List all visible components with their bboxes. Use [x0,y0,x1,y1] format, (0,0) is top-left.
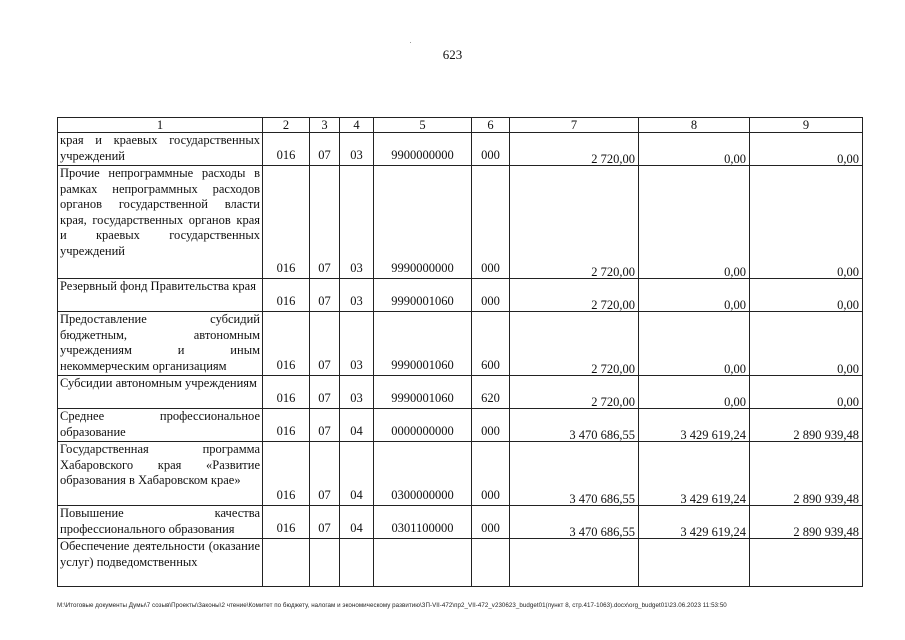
row-name-cell [58,312,263,376]
row-name-cell [58,279,263,312]
cell-c4 [340,539,374,587]
cell-c3: 07 [310,312,340,376]
cell-c7 [510,539,639,587]
row-name-cell [58,133,263,166]
cell-c7 [510,442,639,506]
cell-c9 [750,279,863,312]
amount-value: 0,00 [724,361,746,376]
cell-c4: 03 [340,312,374,376]
row-name-cell [58,442,263,506]
cell-c9 [750,376,863,409]
cell-c2: 016 [263,442,310,506]
cell-c8 [639,133,750,166]
amount-value: 0,00 [837,264,859,279]
header-cell: 8 [639,118,750,133]
cell-c3: 07 [310,409,340,442]
header-cell: 5 [374,118,472,133]
cell-c9 [750,539,863,587]
amount-value: 3 470 686,55 [569,427,635,442]
header-cell: 9 [750,118,863,133]
table-row [58,442,863,506]
cell-c2: 016 [263,376,310,409]
cell-c2: 016 [263,166,310,279]
row-name: Прочие непрограммные расходы в рамках непрограммных расходов органов государственной власти края, государственных органов края и краевых государственных учреждений [60,166,260,258]
cell-c6 [472,539,510,587]
amount-value: 2 720,00 [591,264,635,279]
cell-c6: 000 [472,442,510,506]
cell-c5 [374,539,472,587]
amount-value: 0,00 [724,394,746,409]
cell-c6: 000 [472,279,510,312]
cell-c2: 016 [263,133,310,166]
cell-c2: 016 [263,279,310,312]
cell-c9 [750,409,863,442]
cell-c7 [510,506,639,539]
cell-c3: 07 [310,376,340,409]
amount-value: 0,00 [724,264,746,279]
budget-table [57,117,863,587]
amount-value: 2 720,00 [591,361,635,376]
amount-value: 0,00 [837,151,859,166]
row-name-cell [58,166,263,279]
cell-c5: 0000000000 [374,409,472,442]
cell-c9 [750,312,863,376]
cell-c2: 016 [263,312,310,376]
header-cell: 2 [263,118,310,133]
cell-c6: 000 [472,506,510,539]
cell-c7 [510,279,639,312]
cell-c4: 03 [340,166,374,279]
cell-c3: 07 [310,279,340,312]
cell-c8 [639,409,750,442]
cell-c6: 620 [472,376,510,409]
footer-file-path: M:\Итоговые документы Думы\7 созыв\Проекты\Законы\2 чтение\Комитет по бюджету, налогам и экономическому развитию\ЗП-VII-472\пр2_VII-472_v230623_budget01(пункт 8, стр.417-1063).docx\org_budget01\23.06.2023 11:53:50 [57,602,727,609]
amount-value: 2 720,00 [591,297,635,312]
cell-c4: 04 [340,442,374,506]
table-row [58,133,863,166]
cell-c5: 9990001060 [374,376,472,409]
cell-c3: 07 [310,506,340,539]
table-row [58,409,863,442]
cell-c7 [510,133,639,166]
row-name: Предоставление субсидий бюджетным, автономным учреждениям и иным некоммерческим организациям [60,312,260,373]
scan-speck [410,42,411,43]
cell-c7 [510,312,639,376]
cell-c9 [750,506,863,539]
header-cell: 7 [510,118,639,133]
cell-c7 [510,409,639,442]
header-cell: 3 [310,118,340,133]
cell-c4: 04 [340,506,374,539]
cell-c9 [750,166,863,279]
cell-c3: 07 [310,133,340,166]
amount-value: 2 890 939,48 [793,491,859,506]
row-name: Субсидии автономным учреждениям [60,376,257,390]
table-row [58,539,863,587]
cell-c4: 03 [340,376,374,409]
table-row [58,506,863,539]
row-name: Среднее профессиональное образование [60,409,260,439]
row-name: Обеспечение деятельности (оказание услуг) подведомственных [60,539,260,569]
table-row [58,279,863,312]
cell-c8 [639,166,750,279]
cell-c4: 04 [340,409,374,442]
amount-value: 2 720,00 [591,151,635,166]
table-row [58,312,863,376]
cell-c8 [639,539,750,587]
amount-value: 3 429 619,24 [680,491,746,506]
cell-c2: 016 [263,409,310,442]
row-name-cell [58,506,263,539]
cell-c2 [263,539,310,587]
row-name: Государственная программа Хабаровского края «Развитие образования в Хабаровском крае» [60,442,260,487]
cell-c5: 0301100000 [374,506,472,539]
cell-c3 [310,539,340,587]
table-row [58,376,863,409]
row-name-cell [58,409,263,442]
cell-c8 [639,506,750,539]
amount-value: 2 890 939,48 [793,427,859,442]
cell-c5: 9990001060 [374,312,472,376]
cell-c5: 9990000000 [374,166,472,279]
cell-c6: 000 [472,409,510,442]
cell-c7 [510,376,639,409]
cell-c6: 600 [472,312,510,376]
row-name-cell [58,376,263,409]
amount-value: 0,00 [724,297,746,312]
cell-c8 [639,279,750,312]
amount-value: 0,00 [837,361,859,376]
header-cell: 4 [340,118,374,133]
amount-value: 0,00 [837,297,859,312]
cell-c9 [750,442,863,506]
cell-c4: 03 [340,133,374,166]
cell-c8 [639,312,750,376]
amount-value: 0,00 [837,394,859,409]
cell-c8 [639,376,750,409]
cell-c6: 000 [472,133,510,166]
amount-value: 3 429 619,24 [680,427,746,442]
header-row [58,118,863,133]
page-number: 623 [442,47,463,62]
cell-c3: 07 [310,442,340,506]
cell-c2: 016 [263,506,310,539]
amount-value: 3 470 686,55 [569,524,635,539]
amount-value: 2 720,00 [591,394,635,409]
cell-c6: 000 [472,166,510,279]
row-name: Резервный фонд Правительства края [60,279,256,293]
row-name: Повышение качества профессионального образования [60,506,260,536]
row-name: края и краевых государственных учреждений [60,133,260,163]
amount-value: 0,00 [724,151,746,166]
cell-c5: 9990001060 [374,279,472,312]
header-cell: 1 [58,118,263,133]
cell-c4: 03 [340,279,374,312]
cell-c8 [639,442,750,506]
amount-value: 3 429 619,24 [680,524,746,539]
amount-value: 2 890 939,48 [793,524,859,539]
cell-c9 [750,133,863,166]
cell-c5: 9900000000 [374,133,472,166]
amount-value: 3 470 686,55 [569,491,635,506]
header-cell: 6 [472,118,510,133]
cell-c5: 0300000000 [374,442,472,506]
row-name-cell [58,539,263,587]
table-row [58,166,863,279]
cell-c7 [510,166,639,279]
cell-c3: 07 [310,166,340,279]
